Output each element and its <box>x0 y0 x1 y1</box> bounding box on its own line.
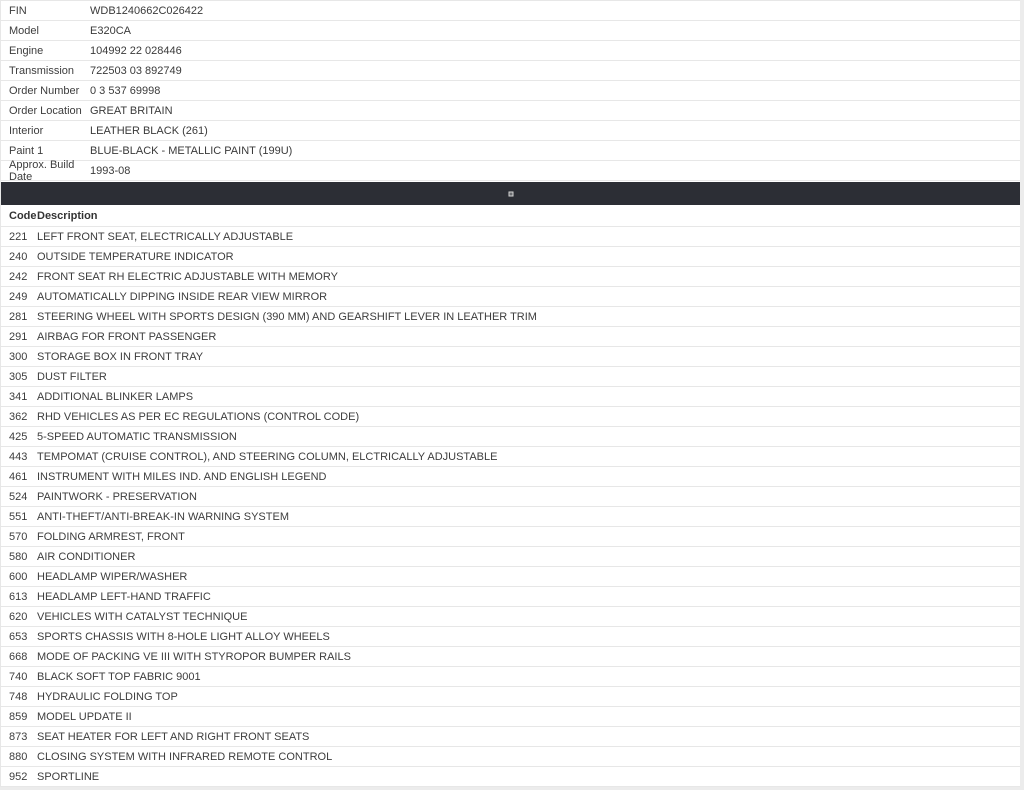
option-row <box>1 407 1020 427</box>
option-row <box>1 527 1020 547</box>
option-description: MODE OF PACKING VE III WITH STYROPOR BUMPER RAILS <box>37 650 351 663</box>
option-description: SPORTLINE <box>37 770 100 783</box>
option-row <box>1 267 1020 287</box>
info-label: Model <box>9 24 39 37</box>
option-description: FOLDING ARMREST, FRONT <box>37 530 185 543</box>
info-value: 104992 22 028446 <box>90 44 182 57</box>
option-description: SPORTS CHASSIS WITH 8-HOLE LIGHT ALLOY WHEELS <box>37 630 330 643</box>
option-description: LEFT FRONT SEAT, ELECTRICALLY ADJUSTABLE <box>37 230 294 243</box>
option-code: 580 <box>9 550 28 563</box>
option-description: HYDRAULIC FOLDING TOP <box>37 690 178 703</box>
vehicle-info-row <box>1 158 1020 183</box>
info-label: Transmission <box>9 64 74 77</box>
info-value: 1993-08 <box>90 164 131 177</box>
vehicle-info-row <box>1 41 1020 61</box>
option-description: OUTSIDE TEMPERATURE INDICATOR <box>37 250 234 263</box>
option-description: 5-SPEED AUTOMATIC TRANSMISSION <box>37 430 237 443</box>
option-row <box>1 387 1020 407</box>
option-row <box>1 667 1020 687</box>
option-code: 461 <box>9 470 28 483</box>
info-label: Order Number <box>9 84 80 97</box>
option-code: 859 <box>9 710 28 723</box>
option-row <box>1 647 1020 667</box>
option-code: 443 <box>9 450 28 463</box>
option-description: STORAGE BOX IN FRONT TRAY <box>37 350 204 363</box>
option-row <box>1 367 1020 387</box>
option-code: 291 <box>9 330 28 343</box>
option-description: AIR CONDITIONER <box>37 550 136 563</box>
info-label: Approx. Build Date <box>9 158 75 183</box>
option-description: FRONT SEAT RH ELECTRIC ADJUSTABLE WITH MEMORY <box>37 270 338 283</box>
option-description: INSTRUMENT WITH MILES IND. AND ENGLISH LEGEND <box>37 470 327 483</box>
option-code: 240 <box>9 250 28 263</box>
option-code: 880 <box>9 750 28 763</box>
option-code: 873 <box>9 730 28 743</box>
option-description: AIRBAG FOR FRONT PASSENGER <box>37 330 217 343</box>
option-code: 613 <box>9 590 28 603</box>
option-row <box>1 247 1020 267</box>
option-row <box>1 707 1020 727</box>
vehicle-info-row <box>1 101 1020 121</box>
option-description: AUTOMATICALLY DIPPING INSIDE REAR VIEW MIRROR <box>37 290 328 303</box>
vehicle-info-row <box>1 61 1020 81</box>
option-row <box>1 767 1020 787</box>
option-description: PAINTWORK - PRESERVATION <box>37 490 197 503</box>
option-code: 242 <box>9 270 28 283</box>
option-code: 305 <box>9 370 28 383</box>
option-row <box>1 347 1020 367</box>
broken-image-dot-icon <box>508 191 513 196</box>
info-label: Order Location <box>9 104 82 117</box>
info-label: Paint 1 <box>9 144 44 157</box>
option-description: HEADLAMP WIPER/WASHER <box>37 570 188 583</box>
option-description: TEMPOMAT (CRUISE CONTROL), AND STEERING COLUMN, ELCTRICALLY ADJUSTABLE <box>37 450 498 463</box>
info-value: GREAT BRITAIN <box>90 104 173 117</box>
option-code: 570 <box>9 530 28 543</box>
vehicle-info-row <box>1 1 1020 21</box>
info-value: WDB1240662C026422 <box>90 4 204 17</box>
option-code: 524 <box>9 490 28 503</box>
option-row <box>1 227 1020 247</box>
option-code: 952 <box>9 770 28 783</box>
option-row <box>1 627 1020 647</box>
option-description: DUST FILTER <box>37 370 107 383</box>
option-code: 653 <box>9 630 28 643</box>
option-description: BLACK SOFT TOP FABRIC 9001 <box>37 670 201 683</box>
vehicle-info-row <box>1 121 1020 141</box>
option-description: ADDITIONAL BLINKER LAMPS <box>37 390 194 403</box>
code-column-header: Code <box>9 210 37 222</box>
option-code: 668 <box>9 650 28 663</box>
option-description: MODEL UPDATE II <box>37 710 132 723</box>
info-label: Interior <box>9 124 44 137</box>
info-label: FIN <box>9 4 27 17</box>
vehicle-info-table <box>1 0 1020 181</box>
option-row <box>1 327 1020 347</box>
option-code: 221 <box>9 230 28 243</box>
option-description: STEERING WHEEL WITH SPORTS DESIGN (390 MM) AND GEARSHIFT LEVER IN LEATHER TRIM <box>37 310 537 323</box>
option-code: 748 <box>9 690 28 703</box>
option-row <box>1 487 1020 507</box>
option-row <box>1 607 1020 627</box>
vehicle-info-row <box>1 81 1020 101</box>
option-row <box>1 747 1020 767</box>
option-row <box>1 287 1020 307</box>
option-description: RHD VEHICLES AS PER EC REGULATIONS (CONTROL CODE) <box>37 410 360 423</box>
info-value: LEATHER BLACK (261) <box>90 124 208 137</box>
info-value: 722503 03 892749 <box>90 64 182 77</box>
option-code: 740 <box>9 670 28 683</box>
info-value: 0 3 537 69998 <box>90 84 161 97</box>
option-row <box>1 467 1020 487</box>
info-value: E320CA <box>90 24 131 37</box>
option-code: 362 <box>9 410 28 423</box>
option-description: CLOSING SYSTEM WITH INFRARED REMOTE CONTROL <box>37 750 333 763</box>
option-row <box>1 567 1020 587</box>
option-code: 620 <box>9 610 28 623</box>
option-row <box>1 507 1020 527</box>
vehicle-info-row <box>1 141 1020 161</box>
option-description: ANTI-THEFT/ANTI-BREAK-IN WARNING SYSTEM <box>37 510 289 523</box>
description-column-header: Description <box>37 210 98 222</box>
info-value: BLUE-BLACK - METALLIC PAINT (199U) <box>90 144 293 157</box>
option-code: 551 <box>9 510 28 523</box>
options-header-row <box>1 206 1020 227</box>
option-row <box>1 547 1020 567</box>
option-description: SEAT HEATER FOR LEFT AND RIGHT FRONT SEATS <box>37 730 310 743</box>
option-row <box>1 727 1020 747</box>
option-row <box>1 687 1020 707</box>
section-divider-bar <box>1 182 1020 205</box>
option-description: HEADLAMP LEFT-HAND TRAFFIC <box>37 590 211 603</box>
option-code: 341 <box>9 390 28 403</box>
option-row <box>1 447 1020 467</box>
vehicle-info-row <box>1 21 1020 41</box>
option-code: 600 <box>9 570 28 583</box>
option-row <box>1 587 1020 607</box>
option-code: 281 <box>9 310 28 323</box>
option-code: 249 <box>9 290 28 303</box>
info-label: Engine <box>9 44 44 57</box>
option-code: 425 <box>9 430 28 443</box>
options-table <box>1 206 1020 787</box>
option-description: VEHICLES WITH CATALYST TECHNIQUE <box>37 610 248 623</box>
option-row <box>1 427 1020 447</box>
option-row <box>1 307 1020 327</box>
option-code: 300 <box>9 350 28 363</box>
